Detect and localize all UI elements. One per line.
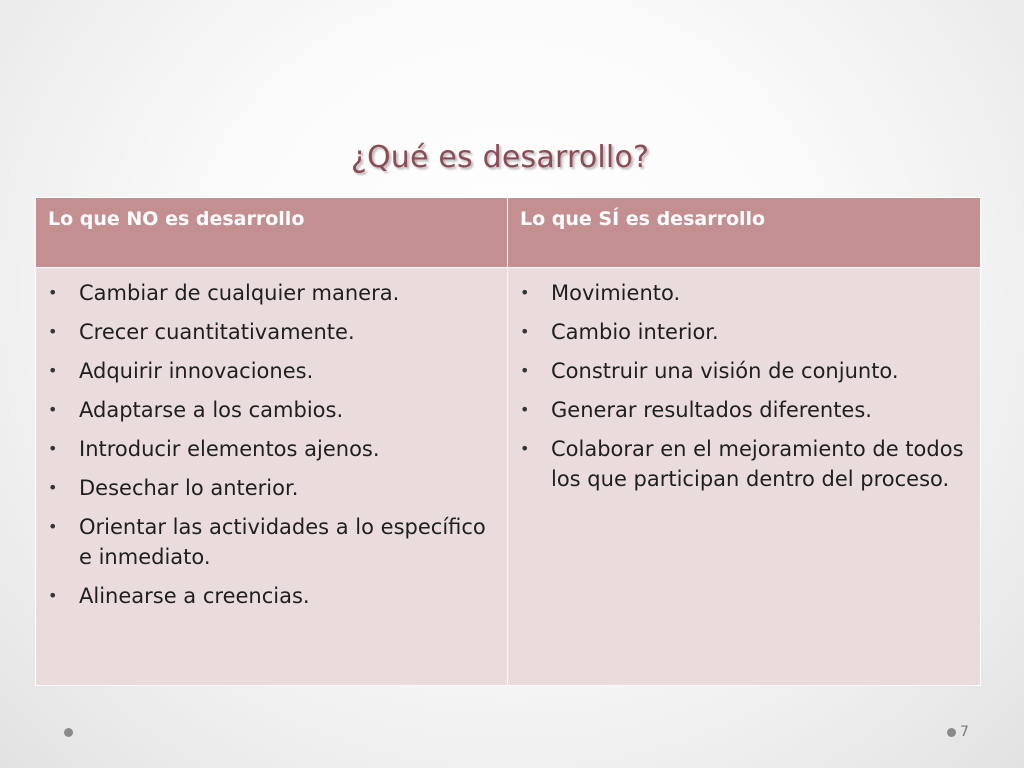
list-item xyxy=(46,434,495,464)
list-item-text: Adquirir innovaciones. xyxy=(79,359,314,383)
list-item xyxy=(46,356,495,386)
bullet-icon: • xyxy=(48,361,58,380)
bullet-icon: • xyxy=(520,283,530,302)
bullet-icon: • xyxy=(520,439,530,458)
list-item-text: Construir una visión de conjunto. xyxy=(551,359,899,383)
not-development-list xyxy=(46,278,495,611)
bullet-icon: • xyxy=(48,478,58,497)
list-item xyxy=(46,512,495,572)
bullet-icon: • xyxy=(520,400,530,419)
is-development-list xyxy=(518,278,968,494)
not-development-cell xyxy=(36,268,508,686)
table-body-row xyxy=(36,268,981,686)
bullet-icon: • xyxy=(520,322,530,341)
list-item xyxy=(46,317,495,347)
list-item-text: Alinearse a creencias. xyxy=(79,584,310,608)
list-item-text: Movimiento. xyxy=(551,281,681,305)
bullet-icon: • xyxy=(48,283,58,302)
list-item xyxy=(518,317,968,347)
list-item xyxy=(46,278,495,308)
list-item xyxy=(46,473,495,503)
list-item xyxy=(518,278,968,308)
list-item-text: Introducir elementos ajenos. xyxy=(79,437,380,461)
decorative-dot-right xyxy=(947,728,956,737)
list-item xyxy=(46,581,495,611)
list-item-text: Adaptarse a los cambios. xyxy=(79,398,344,422)
list-item-text: Colaborar en el mejoramiento de todos los que participan dentro del proceso. xyxy=(551,437,964,491)
list-item xyxy=(518,395,968,425)
comparison-table xyxy=(35,197,981,686)
list-item-text: Cambiar de cualquier manera. xyxy=(79,281,400,305)
slide-title: ¿Qué es desarrollo? xyxy=(350,140,650,175)
header-not-development: Lo que NO es desarrollo xyxy=(36,198,508,268)
bullet-icon: • xyxy=(48,586,58,605)
bullet-icon: • xyxy=(48,400,58,419)
table-header-row xyxy=(36,198,981,268)
header-is-development: Lo que SÍ es desarrollo xyxy=(508,198,981,268)
bullet-icon: • xyxy=(520,361,530,380)
bullet-icon: • xyxy=(48,439,58,458)
bullet-icon: • xyxy=(48,322,58,341)
decorative-dot-left xyxy=(64,728,73,737)
list-item-text: Generar resultados diferentes. xyxy=(551,398,872,422)
list-item xyxy=(518,434,968,494)
bullet-icon: • xyxy=(48,517,58,536)
page-number: 7 xyxy=(960,724,969,740)
list-item xyxy=(518,356,968,386)
is-development-cell xyxy=(508,268,981,686)
list-item-text: Cambio interior. xyxy=(551,320,719,344)
list-item-text: Desechar lo anterior. xyxy=(79,476,299,500)
list-item-text: Orientar las actividades a lo específico e inmediato. xyxy=(79,515,486,569)
list-item-text: Crecer cuantitativamente. xyxy=(79,320,355,344)
list-item xyxy=(46,395,495,425)
